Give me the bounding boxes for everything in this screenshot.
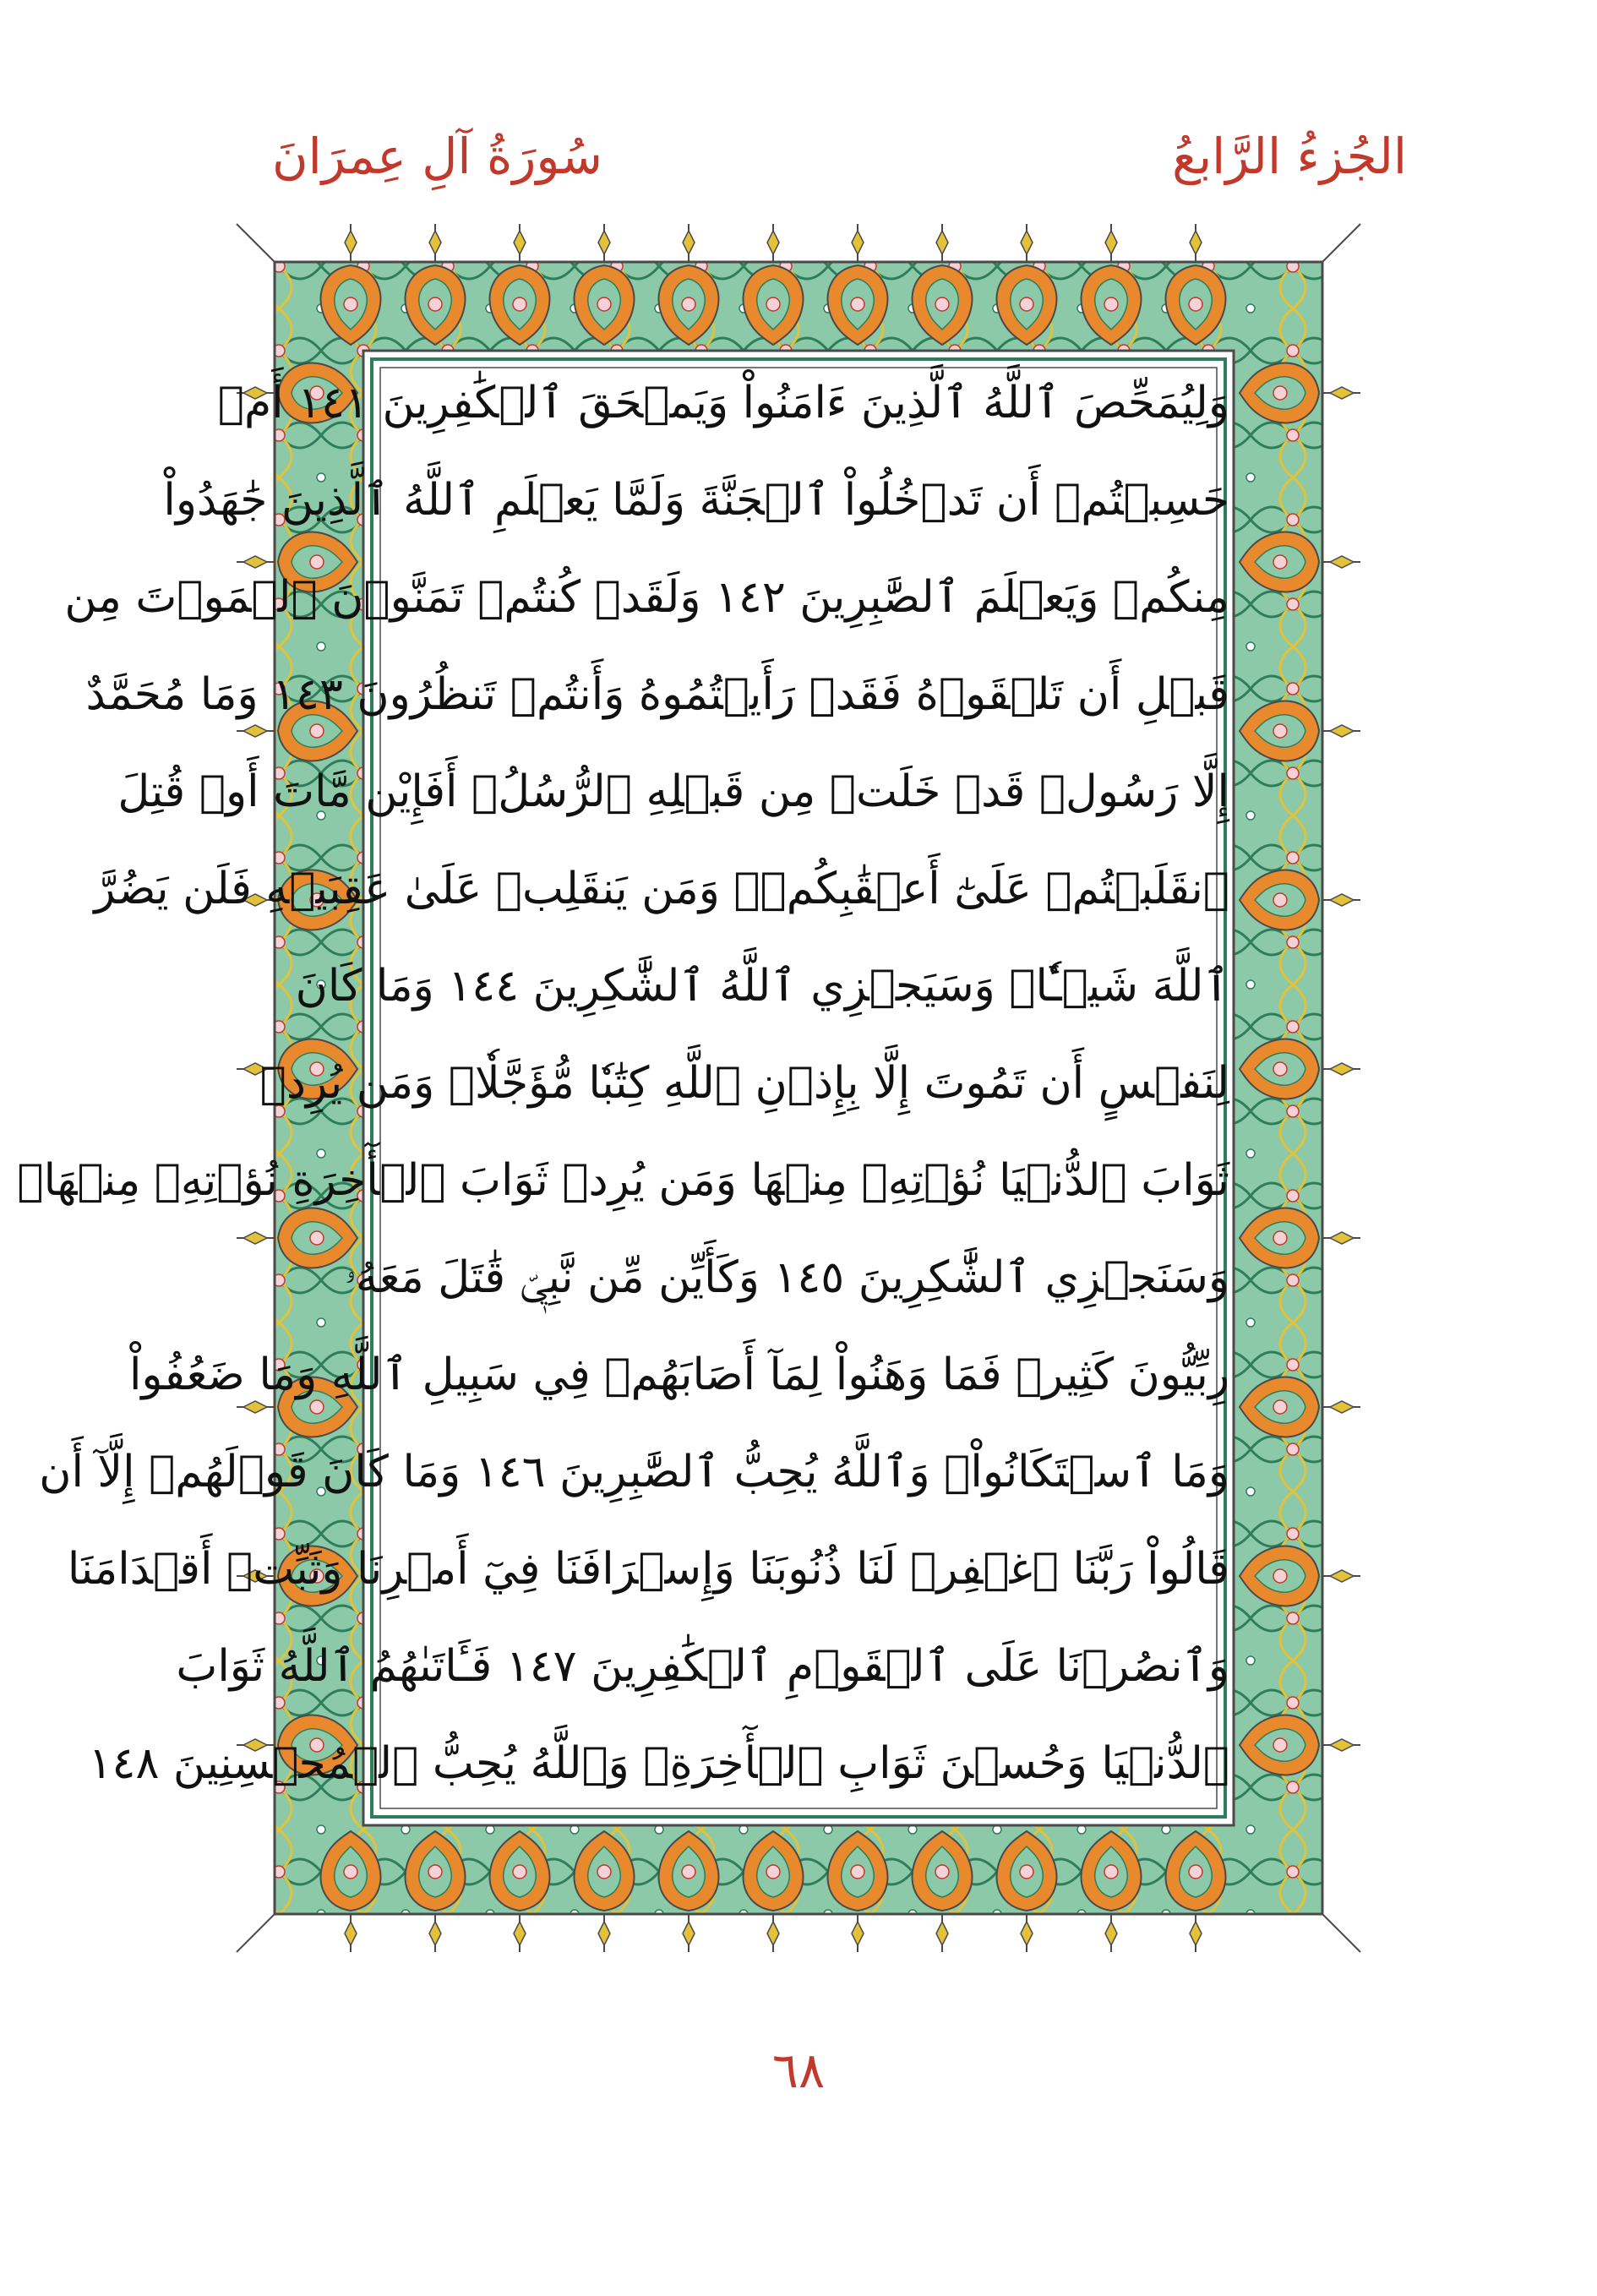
verse-line-4: قَبۡلِ أَن تَلۡقَوۡهُ فَقَدۡ رَأَيۡتُمُوهُ وَأَنتُمۡ تَنظُرُونَ ١٤٣ وَمَا مُحَمَّدٌ (85, 669, 1229, 720)
verse-line-10: وَسَنَجۡزِي ٱلشَّٰكِرِينَ ١٤٥ وَكَأَيِّن مِّن نَّبِيّٖ قَٰتَلَ مَعَهُۥ (344, 1252, 1229, 1303)
verse-line-2: حَسِبۡتُمۡ أَن تَدۡخُلُواْ ٱلۡجَنَّةَ وَلَمَّا يَعۡلَمِ ٱللَّهُ ٱلَّذِينَ جَٰهَدُواْ (163, 475, 1229, 526)
verse-line-6: ٱنقَلَبۡتُمۡ عَلَىٰٓ أَعۡقَٰبِكُمۡۚ وَمَن يَنقَلِبۡ عَلَىٰ عَقِبَيۡهِ فَلَن يَضُرَّ (94, 864, 1229, 914)
verse-line-7: ٱللَّهَ شَيۡـٔٗاۗ وَسَيَجۡزِي ٱللَّهُ ٱلشَّٰكِرِينَ ١٤٤ وَمَا كَانَ (295, 961, 1229, 1012)
verse-line-3: مِنكُمۡ وَيَعۡلَمَ ٱلصَّٰبِرِينَ ١٤٢ وَلَقَدۡ كُنتُمۡ تَمَنَّوۡنَ ٱلۡمَوۡتَ مِن (64, 572, 1229, 623)
verse-line-9: ثَوَابَ ٱلدُّنۡيَا نُؤۡتِهِۦ مِنۡهَا وَمَن يُرِدۡ ثَوَابَ ٱلۡأٓخِرَةِ نُؤۡتِهِۦ مِنۡهَاۚ (17, 1155, 1229, 1206)
verse-line-12: وَمَا ٱسۡتَكَانُواْۗ وَٱللَّهُ يُحِبُّ ٱلصَّٰبِرِينَ ١٤٦ وَمَا كَانَ قَوۡلَهُمۡ إِلَّآ أَن (39, 1447, 1229, 1497)
verse-line-5: إِلَّا رَسُولٞ قَدۡ خَلَتۡ مِن قَبۡلِهِ ٱلرُّسُلُۚ أَفَإِيْن مَّاتَ أَوۡ قُتِلَ (117, 766, 1229, 817)
verse-line-11: رِبِّيُّونَ كَثِيرٞ فَمَا وَهَنُواْ لِمَآ أَصَابَهُمۡ فِي سَبِيلِ ٱللَّهِ وَمَا ضَعُفُواْ (128, 1350, 1229, 1400)
verse-line-8: لِنَفۡسٍ أَن تَمُوتَ إِلَّا بِإِذۡنِ ٱللَّهِ كِتَٰبٗا مُّؤَجَّلٗاۗ وَمَن يُرِدۡ (259, 1058, 1229, 1109)
page-header (0, 118, 1597, 194)
surah-title: سُورَةُ آلِ عِمرَانَ (272, 128, 602, 185)
verse-line-15: ٱلدُّنۡيَا وَحُسۡنَ ثَوَابِ ٱلۡأٓخِرَةِۗ وَٱللَّهُ يُحِبُّ ٱلۡمُحۡسِنِينَ ١٤٨ (88, 1738, 1229, 1789)
verse-line-14: وَٱنصُرۡنَا عَلَى ٱلۡقَوۡمِ ٱلۡكَٰفِرِينَ ١٤٧ فَـَٔاتَىٰهُمُ ٱللَّهُ ثَوَابَ (176, 1641, 1229, 1692)
juz-title: الجُزءُ الرَّابعُ (1172, 128, 1407, 185)
verse-line-13: قَالُواْ رَبَّنَا ٱغۡفِرۡ لَنَا ذُنُوبَنَا وَإِسۡرَافَنَا فِيٓ أَمۡرِنَا وَثَبِّتۡ أَقۡدَامَنَا (67, 1544, 1229, 1595)
verse-text-panel (17, 355, 1229, 1821)
page-number: ٦٨ (771, 2042, 826, 2099)
verse-line-1: وَلِيُمَحِّصَ ٱللَّهُ ٱلَّذِينَ ءَامَنُواْ وَيَمۡحَقَ ٱلۡكَٰفِرِينَ ١٤١ أَمۡ (217, 378, 1229, 428)
